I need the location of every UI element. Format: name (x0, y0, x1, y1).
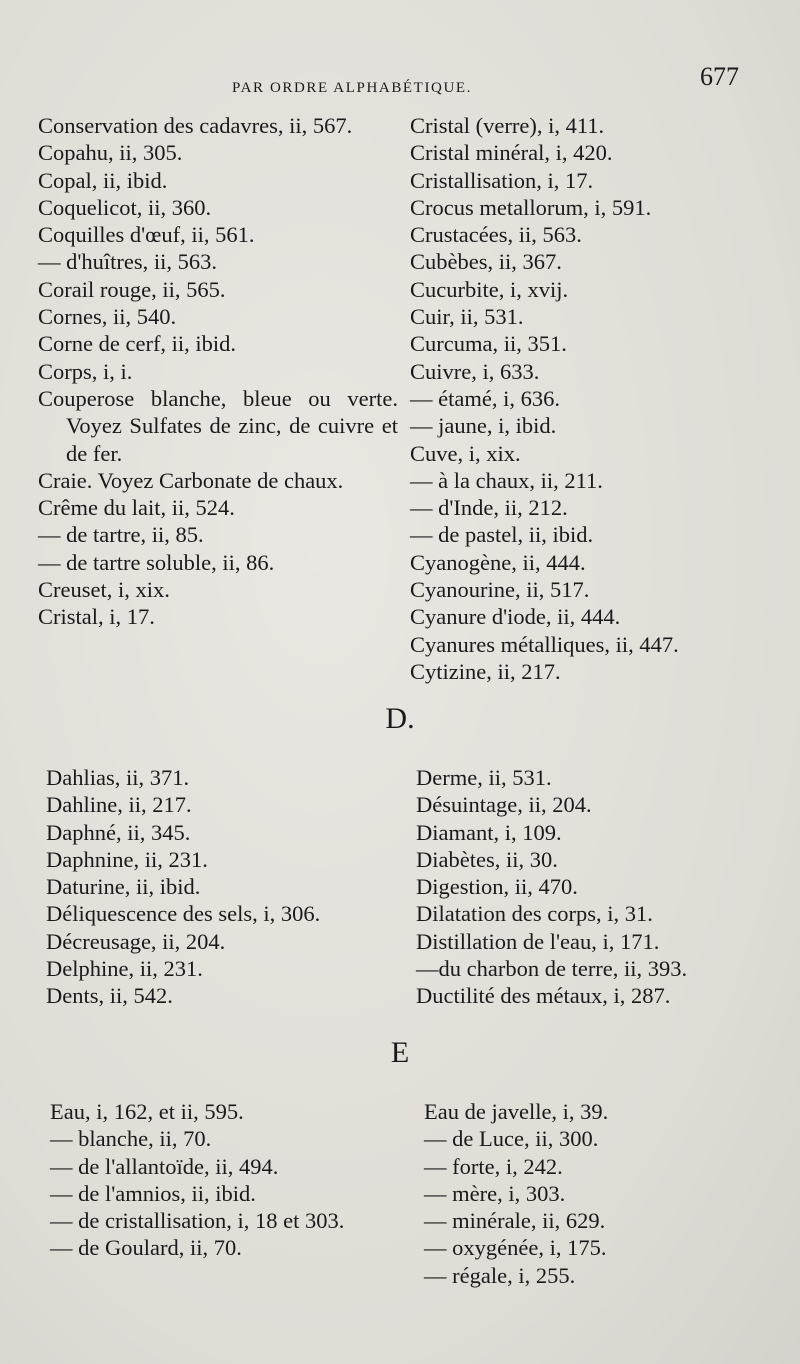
index-entry: Cucurbite, i, xvij. (410, 276, 569, 302)
index-entry: — de tartre, ii, 85. (38, 522, 204, 548)
index-entry: Corps, i, i. (38, 358, 133, 384)
index-entry: Crême du lait, ii, 524. (38, 495, 235, 521)
index-entry: Dilatation des corps, i, 31. (416, 901, 653, 927)
section-c-right-column (410, 112, 770, 685)
index-entry: Cytizine, ii, 217. (410, 658, 561, 684)
index-entry: Daturine, ii, ibid. (46, 874, 201, 900)
index-entry: Déliquescence des sels, i, 306. (46, 901, 321, 927)
index-entry: Dents, ii, 542. (46, 983, 173, 1009)
index-entry: — minérale, ii, 629. (424, 1208, 606, 1234)
index-entry: Cubèbes, ii, 367. (410, 249, 562, 275)
section-letter-e: E (390, 1036, 410, 1069)
index-entry: Cuir, ii, 531. (410, 304, 524, 330)
index-entry: Conservation des cadavres, ii, 567. (38, 113, 353, 138)
index-entry: Cornes, ii, 540. (38, 304, 177, 330)
index-entry: Dahline, ii, 217. (46, 792, 192, 818)
page-number: 677 (700, 62, 739, 91)
index-entry: Cuivre, i, 633. (410, 358, 540, 384)
index-entry: Cristallisation, i, 17. (410, 167, 594, 193)
section-d-right-column (416, 764, 776, 1010)
index-entry: Cyanure d'iode, ii, 444. (410, 604, 621, 630)
index-entry: Ductilité des métaux, i, 287. (416, 983, 671, 1009)
index-entry: Curcuma, ii, 351. (410, 331, 567, 357)
section-heading-d (0, 702, 800, 736)
index-entry: — de Goulard, ii, 70. (50, 1235, 242, 1261)
index-entry: — de pastel, ii, ibid. (410, 522, 594, 548)
index-entry: Désuintage, ii, 204. (416, 792, 592, 818)
index-entry: — d'Inde, ii, 212. (410, 495, 568, 521)
index-entry: Cyanures métalliques, ii, 447. (410, 631, 679, 657)
index-entry: Copahu, ii, 305. (38, 140, 183, 166)
index-entry: Distillation de l'eau, i, 171. (416, 928, 660, 954)
index-entry: Eau de javelle, i, 39. (424, 1099, 609, 1124)
index-entry: Dahlias, ii, 371. (46, 765, 190, 790)
page-header (0, 62, 800, 106)
index-entry: — régale, i, 255. (424, 1262, 576, 1288)
index-entry: Crocus metallorum, i, 591. (410, 194, 652, 220)
index-entry: Corne de cerf, ii, ibid. (38, 331, 237, 357)
index-entry: — blanche, ii, 70. (50, 1126, 212, 1152)
index-entry: Diamant, i, 109. (416, 819, 562, 845)
index-entry: — de Luce, ii, 300. (424, 1126, 599, 1152)
index-entry: Eau, i, 162, et ii, 595. (50, 1099, 244, 1124)
section-heading-e (0, 1036, 800, 1070)
section-letter-d: D. (385, 702, 415, 735)
index-entry: — de l'allantoïde, ii, 494. (50, 1153, 279, 1179)
index-entry: Coquilles d'œuf, ii, 561. (38, 222, 255, 248)
index-entry: Derme, ii, 531. (416, 765, 552, 790)
index-entry: — de l'amnios, ii, ibid. (50, 1180, 256, 1206)
index-entry: Cuve, i, xix. (410, 440, 521, 466)
index-entry: Corail rouge, ii, 565. (38, 276, 226, 302)
index-entry: — à la chaux, ii, 211. (410, 467, 603, 493)
index-entry: Cristal (verre), i, 411. (410, 113, 605, 138)
index-entry: Cristal minéral, i, 420. (410, 140, 613, 166)
index-entry: — de cristallisation, i, 18 et 303. (50, 1208, 345, 1234)
index-entry: Diabètes, ii, 30. (416, 846, 558, 872)
index-entry: Décreusage, ii, 204. (46, 928, 226, 954)
index-entry: — mère, i, 303. (424, 1180, 566, 1206)
section-d-left-column (46, 764, 406, 1010)
index-entry: Cristal, i, 17. (38, 604, 155, 630)
index-entry: Digestion, ii, 470. (416, 874, 578, 900)
index-entry: Daphnine, ii, 231. (46, 846, 208, 872)
running-head: PAR ORDRE ALPHABÉTIQUE. (232, 80, 473, 96)
index-entry: Delphine, ii, 231. (46, 956, 203, 982)
index-entry: — de tartre soluble, ii, 86. (38, 549, 275, 575)
section-e-right-column (424, 1098, 784, 1289)
index-entry: — jaune, i, ibid. (410, 413, 557, 439)
index-entry: Couperose blanche, bleue ou verte. Voyez Sulfates de zinc, de cuivre et de fer. (38, 385, 398, 466)
index-entry: — forte, i, 242. (424, 1153, 563, 1179)
index-entry: Creuset, i, xix. (38, 577, 170, 603)
index-entry: — étamé, i, 636. (410, 385, 560, 411)
index-entry: Coquelicot, ii, 360. (38, 194, 212, 220)
index-entry: Crustacées, ii, 563. (410, 222, 582, 248)
index-entry: Craie. Voyez Carbonate de chaux. (38, 467, 344, 493)
section-e-left-column (50, 1098, 400, 1262)
index-entry: — oxygénée, i, 175. (424, 1235, 607, 1261)
index-entry: Daphné, ii, 345. (46, 819, 191, 845)
index-entry: Copal, ii, ibid. (38, 167, 168, 193)
index-entry: — d'huîtres, ii, 563. (38, 249, 218, 275)
section-c-left-column (38, 112, 398, 631)
index-entry: Cyanourine, ii, 517. (410, 577, 590, 603)
index-entry: —du charbon de terre, ii, 393. (416, 956, 688, 982)
index-entry: Cyanogène, ii, 444. (410, 549, 586, 575)
